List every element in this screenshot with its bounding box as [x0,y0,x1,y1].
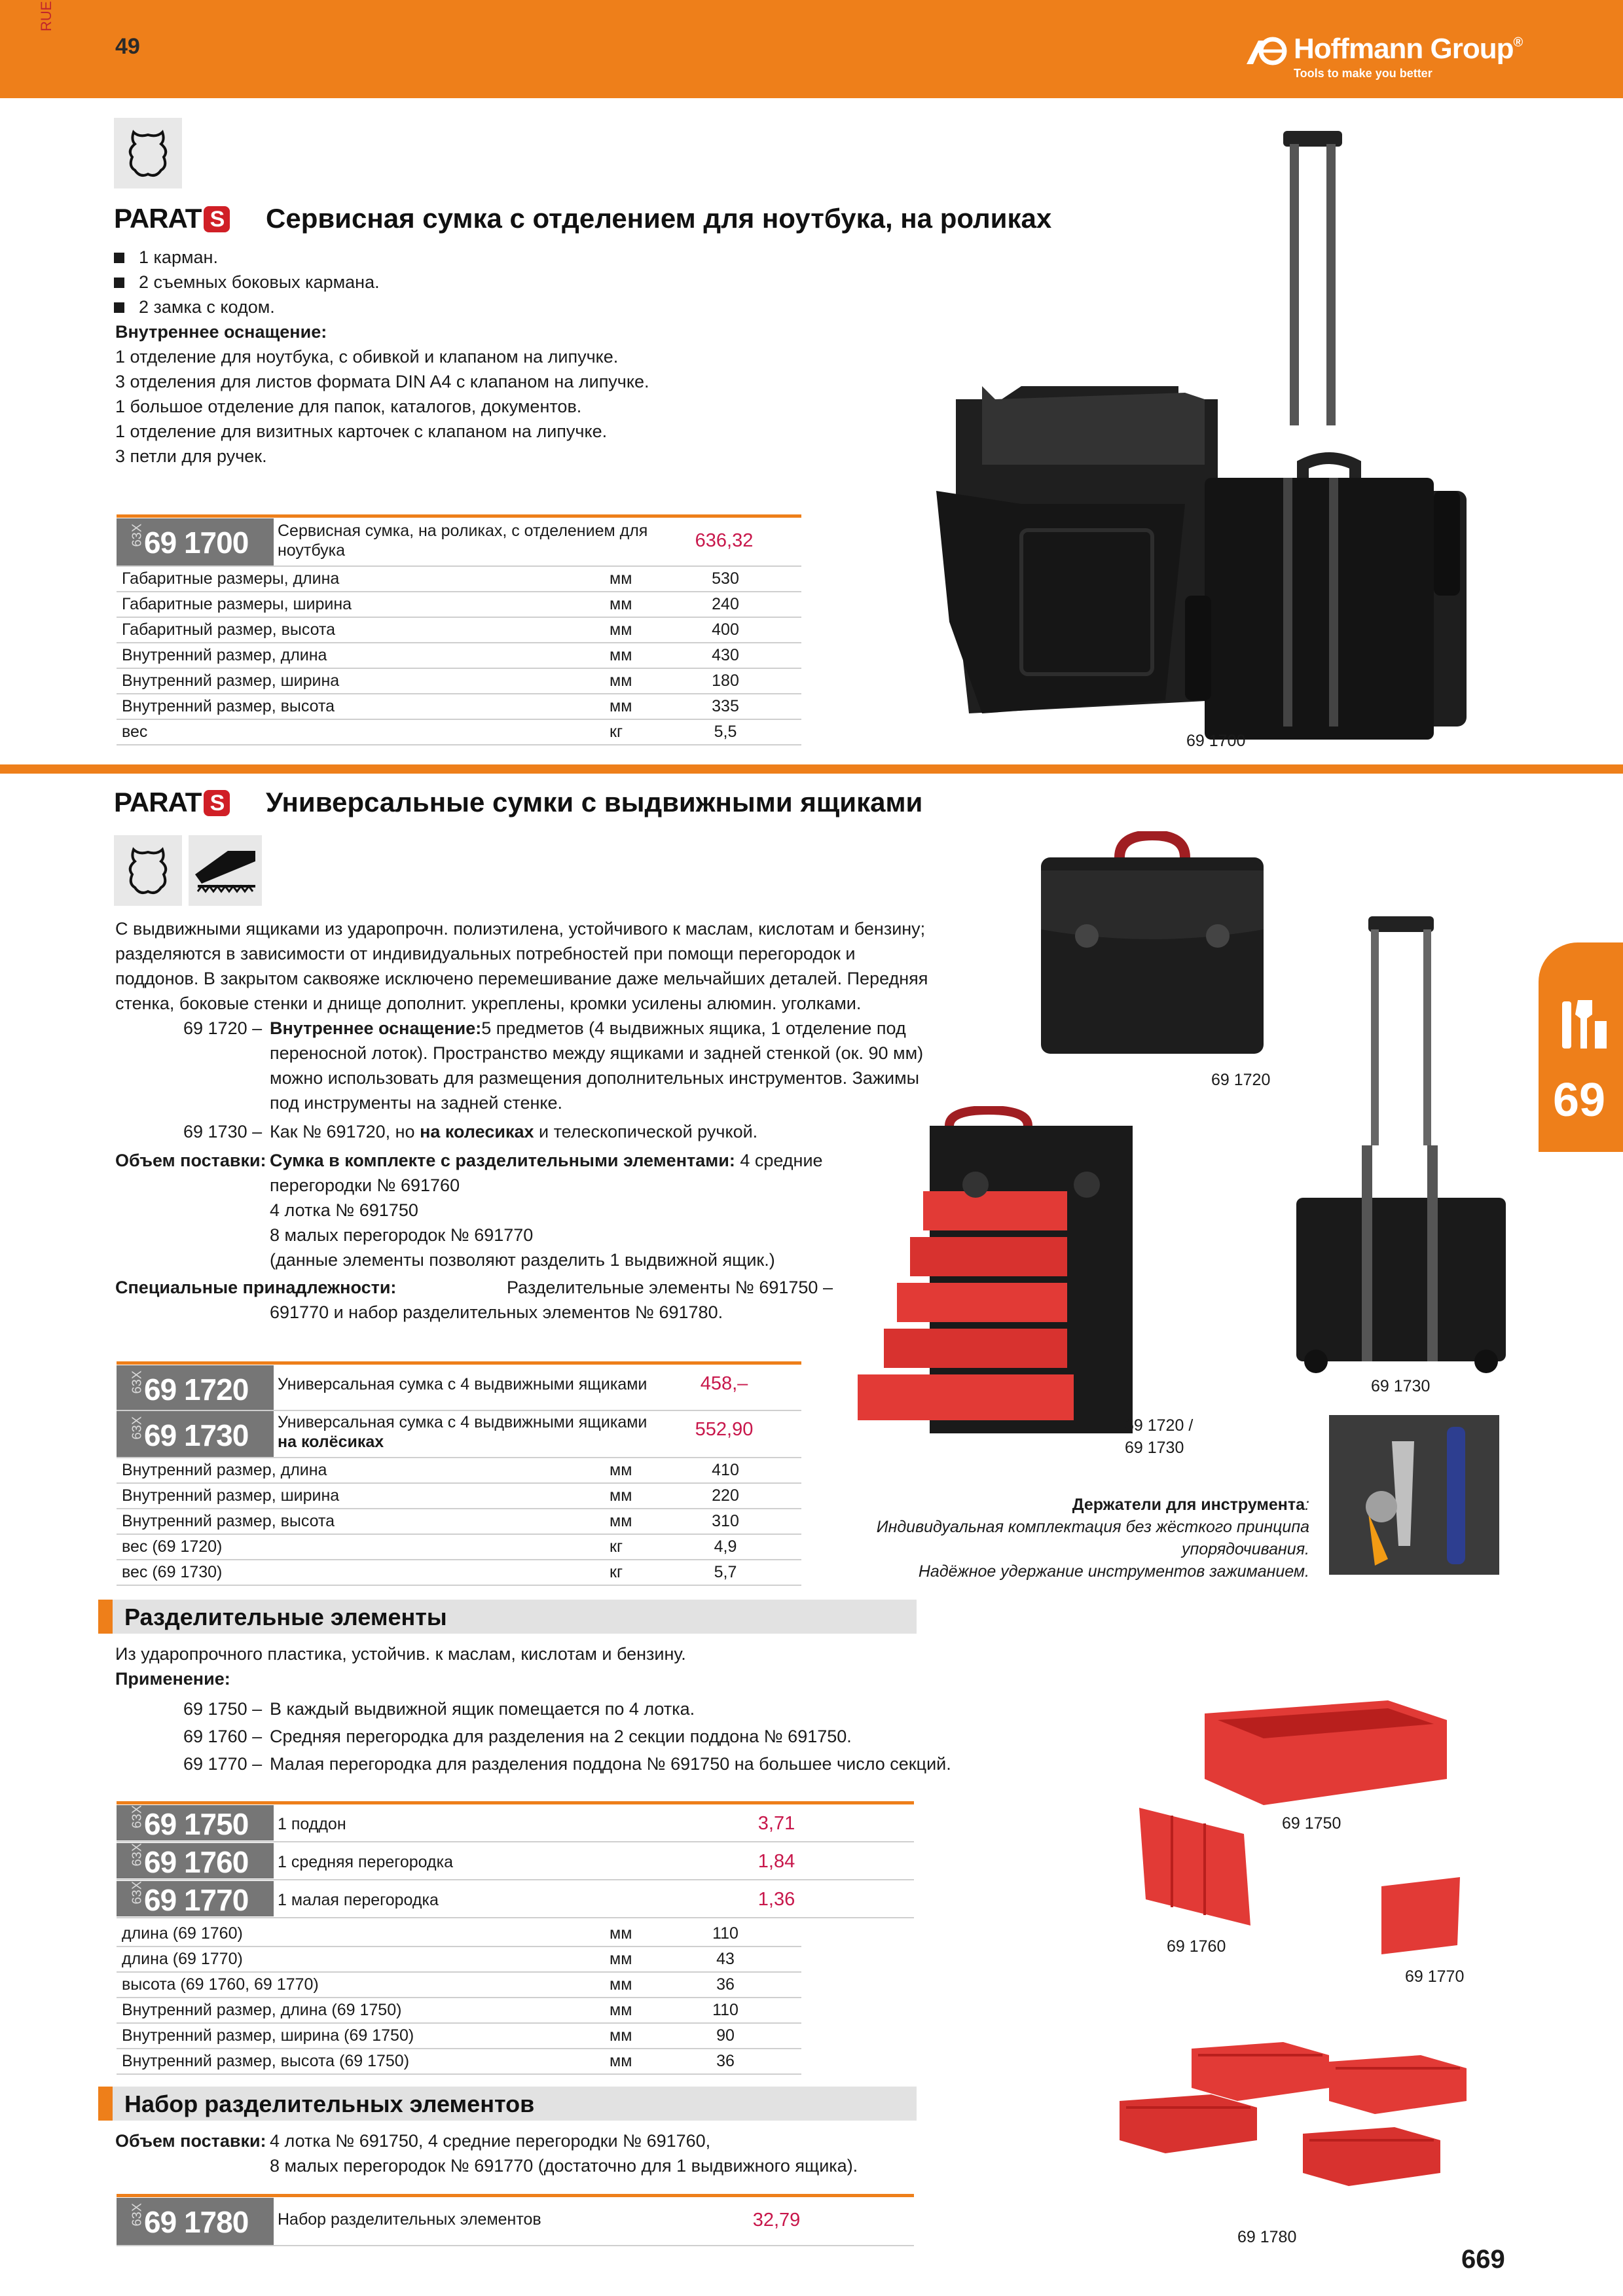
item1-line-1: Внутреннее оснащение:5 предметов (4 выдвижных ящика, 1 отделение под [270,1018,906,1038]
table-row [117,1484,801,1509]
row-unit: мм [610,1486,632,1505]
usage-text-2: Средняя перегородка для разделения на 2 секции поддона № 691750. [270,1727,852,1746]
article-code-cell[interactable]: 63X 69 1760 [117,1843,274,1878]
row-unit: мм [610,1950,632,1968]
leather-icon [114,118,182,188]
article-description: 1 малая перегородка [278,1891,439,1909]
inner-line-1: 1 отделение для ноутбука, с обивкой и клапаном на липучке. [115,347,619,367]
row-label: длина (69 1760) [122,1924,243,1943]
row-value: 310 [712,1512,739,1530]
reinforced-edge-icon [189,835,262,906]
article-description: Набор разделительных элементов [278,2210,541,2229]
row-unit: мм [610,595,632,613]
row-unit: мм [610,1975,632,1994]
section3-intro: Из ударопрочного пластика, устойчив. к маслам, кислотам и бензину. [115,1644,686,1664]
table-row [117,643,801,669]
article-price: 1,84 [757,1851,795,1872]
row-label: Внутренний размер, высота [122,697,335,715]
row-value: 180 [712,672,739,690]
usage-label: Применение: [115,1669,230,1689]
item2-code: 69 1730 – [183,1122,263,1141]
scope-line-3: 4 лотка № 691750 [270,1200,418,1220]
row-unit: мм [610,1461,632,1479]
article-code: 69 1750 [144,1807,249,1841]
table3-top-rule [117,1801,914,1804]
usage-text-1: В каждый выдвижной ящик помещается по 4 лотка. [270,1699,695,1719]
table-row [117,1560,801,1586]
scope-line-1: Сумка в комплекте с разделительными элементами: 4 средние [270,1151,823,1170]
service-bag-image [877,124,1552,740]
article-price: 636,32 [695,530,754,551]
article-price: 32,79 [752,2210,801,2231]
table-row [117,720,801,745]
usage-text-3: Малая перегородка для разделения поддона № 691750 на большее число секций. [270,1754,951,1774]
row-value: 240 [712,595,739,613]
open-bag-drawers-image [845,1106,1159,1466]
inner-line-5: 3 петли для ручек. [115,446,267,466]
table-row [117,1458,801,1484]
divider-set-691780-image [1113,2029,1480,2225]
article-code-cell[interactable]: 63X 69 1770 [117,1881,274,1916]
row-label: Внутренний размер, длина (69 1750) [122,2001,402,2019]
bullet-3: 2 замка с кодом. [139,295,275,319]
row-label: Габаритный размер, высота [122,620,336,639]
scope-line-2: перегородки № 691760 [270,1175,460,1195]
row-label: вес (69 1730) [122,1563,223,1581]
article-code-cell-691730[interactable]: 63X 69 1730 [117,1411,274,1458]
table-row [117,592,801,618]
usage-code-3: 69 1770 – [183,1754,263,1774]
set-scope-line-2: 8 малых перегородок № 691770 (достаточно для 1 выдвижного ящика). [270,2156,858,2176]
caption-691750: 69 1750 [1282,1814,1341,1833]
table-row [117,669,801,694]
article-code: 69 1770 [144,1883,249,1917]
caption-open-2: 69 1730 [1125,1439,1184,1457]
accessories-line-1: Разделительные элементы № 691750 – [507,1278,833,1297]
bullet-2: 2 съемных боковых кармана. [139,270,380,295]
row-unit: кг [610,1537,623,1556]
usage-code-1: 69 1750 – [183,1699,263,1719]
article-description: 1 поддон [278,1815,346,1833]
row-value: 220 [712,1486,739,1505]
row-value: 335 [712,697,739,715]
row-label: длина (69 1770) [122,1950,243,1968]
leather-icon-box [114,118,182,188]
item1-line-4: под инструменты на задней стенке. [270,1093,563,1113]
tools-icon [1558,995,1609,1054]
item1-line-3: можно использовать для размещения дополнительных инструментов. Зажимы [270,1068,920,1088]
leather-icon-box-2 [114,835,182,906]
row-label: высота (69 1760, 69 1770) [122,1975,319,1994]
accessories-label: Специальные принадлежности: [115,1278,397,1297]
table-row [117,1509,801,1535]
row-value: 43 [716,1950,735,1968]
row-value: 430 [712,646,739,664]
article-description: Сервисная сумка, на роликах, с отделением для ноутбука [278,522,648,560]
section2-title: Универсальные сумки с выдвижными ящиками [266,787,923,817]
row-unit: мм [610,697,632,715]
table-row [117,1998,801,2024]
brand-tagline: Tools to make you better [1294,67,1432,80]
set-scope-line-1: 4 лотка № 691750, 4 средние перегородки № 691760, [270,2131,711,2151]
intro-line-3: поддонов. В закрытом саквояже исключено перемешивание даже мельчайших деталей. Передняя [115,969,928,988]
row-value: 90 [716,2026,735,2045]
brand-name: Hoffmann Group® [1294,33,1523,65]
caption-open-1: 69 1720 / [1125,1416,1194,1435]
row-label: Габаритные размеры, длина [122,569,340,588]
row-label: Внутренний размер, ширина [122,1486,340,1505]
row-unit: кг [610,1563,623,1581]
article-code: 69 1720 [144,1372,249,1407]
row-label: Внутренний размер, высота (69 1750) [122,2052,410,2070]
table-row [117,1973,801,1998]
row-value: 110 [712,2001,739,2019]
row-label: Внутренний размер, высота [122,1512,335,1530]
tool-holder-text: Держатели для инструмента: Индивидуальная комплектация без жёсткого принципа упорядочивания. Надёжное удержание инструментов зажиманием. [876,1496,1309,1581]
header-bar [0,0,1623,98]
scope-line-4: 8 малых перегородок № 691770 [270,1225,534,1245]
caption-691760: 69 1760 [1167,1937,1226,1956]
article-description: Универсальная сумка с 4 выдвижными ящиками [278,1375,647,1393]
row-unit: мм [610,1924,632,1943]
trolley-691730-image [1290,910,1512,1381]
row-label: вес [122,723,148,741]
row-unit: мм [610,2052,632,2070]
item2-line: Как № 691720, но на колесиках и телескопической ручкой. [270,1122,758,1141]
row-unit: мм [610,672,632,690]
row-value: 5,5 [714,723,737,741]
table-top-rule [117,514,801,518]
leather-icon-2 [114,835,182,906]
article-price: 1,36 [757,1889,795,1910]
article-code-cell-691720[interactable]: 63X 69 1720 [117,1365,274,1412]
article-code-cell[interactable]: 63X 69 1700 [117,518,274,565]
inner-line-4: 1 отделение для визитных карточек с клапаном на липучке. [115,422,608,441]
row-unit: мм [610,569,632,588]
table-row [117,2024,801,2049]
table-row [117,567,801,592]
row-label: вес (69 1720) [122,1537,223,1556]
parat-logo: PARAT S [114,203,230,234]
scope-label: Объем поставки: [115,1151,266,1170]
accessories-line-2: 691770 и набор разделительных элементов № 691780. [270,1302,723,1322]
table2-top-rule [117,1361,801,1365]
divider-691770-image [1375,1873,1467,1958]
intro-line-1: С выдвижными ящиками из ударопрочн. полиэтилена, устойчивого к маслам, кислотам и бензину; [115,919,926,939]
table-row [117,1535,801,1560]
article-description: 1 средняя перегородка [278,1853,453,1871]
bullet-1: 1 карман. [139,245,218,270]
row-value: 530 [712,569,739,588]
article-price: 552,90 [695,1419,754,1440]
item1-line-2: переносной лоток). Пространство между ящиками и задней стенкой (ок. 90 мм) [270,1043,924,1063]
row-value: 36 [716,1975,735,1994]
chapter-number: 69 [1553,1074,1606,1126]
section3-heading: Разделительные элементы [98,1600,917,1634]
article-code: 69 1780 [144,2205,249,2239]
row-value: 36 [716,2052,735,2070]
row-label: Внутренний размер, длина [122,1461,327,1479]
inner-line-2: 3 отделения для листов формата DIN A4 с клапаном на липучке. [115,372,649,391]
brand-logo[interactable] [1244,26,1584,79]
chapter-page: 49 [115,34,140,59]
article-description: Универсальная сумка с 4 выдвижными ящиками на колёсиках [278,1413,647,1451]
article-code: 69 1700 [144,526,249,560]
row-unit: мм [610,620,632,639]
usage-code-2: 69 1760 – [183,1727,263,1746]
row-unit: кг [610,723,623,741]
row-unit: мм [610,2026,632,2045]
article-code: 69 1730 [144,1418,249,1452]
reinforced-edge-icon-box [189,835,262,906]
language-code: RUE [38,1,54,31]
divider-691760-image [1133,1801,1264,1932]
set-scope-label: Объем поставки: [115,2131,266,2151]
caption-691720: 69 1720 [1211,1071,1271,1089]
table-row [117,2049,801,2075]
table-row [117,1947,801,1973]
row-unit: мм [610,646,632,664]
page-number: 669 [1461,2245,1505,2274]
row-unit: мм [610,1512,632,1530]
intro-line-2: разделяются в зависимости от индивидуальных потребностей при помощи перегородок и [115,944,856,963]
row-value: 5,7 [714,1563,737,1581]
image-caption-691700: 69 1700 [1186,732,1246,750]
article-price: 3,71 [757,1813,795,1834]
parat-logo-2: PARAT S [114,787,230,818]
bag-691720-image [1028,831,1277,1067]
hoffmann-logo-icon [1244,31,1290,68]
article-code: 69 1760 [144,1845,249,1879]
row-label: Внутренний размер, длина [122,646,327,664]
table-row [117,694,801,720]
caption-691730: 69 1730 [1371,1377,1431,1395]
row-value: 4,9 [714,1537,737,1556]
section1-title: Сервисная сумка с отделением для ноутбука, на роликах [266,203,1052,234]
row-value: 110 [712,1924,739,1943]
intro-line-4: стенка, боковые стенки и днище дополнит. укреплены, кромки усилены алюмин. уголками. [115,994,862,1013]
table4-top-rule [117,2194,914,2197]
row-label: Габаритные размеры, ширина [122,595,352,613]
scope-line-5: (данные элементы позволяют разделить 1 выдвижной ящик.) [270,1250,775,1270]
row-unit: мм [610,2001,632,2019]
caption-691780: 69 1780 [1237,2228,1297,2246]
chapter-tab[interactable] [1539,942,1623,1152]
article-code-cell-691780[interactable]: 63X 69 1780 [117,2198,274,2245]
row-value: 400 [712,620,739,639]
item1-code: 69 1720 – [183,1018,263,1038]
caption-691770: 69 1770 [1405,1967,1465,1986]
section4-heading: Набор разделительных элементов [98,2087,917,2121]
row-label: Внутренний размер, ширина (69 1750) [122,2026,414,2045]
row-label: Внутренний размер, ширина [122,672,340,690]
tray-691750-image [1192,1694,1453,1812]
table-row [117,618,801,643]
article-code-cell[interactable]: 63X 69 1750 [117,1805,274,1840]
inner-line-3: 1 большое отделение для папок, каталогов, документов. [115,397,582,416]
row-value: 410 [712,1461,739,1479]
inner-equipment-label: Внутреннее оснащение: [115,322,327,342]
tool-holder-image [1329,1415,1499,1575]
table-row [117,1922,801,1947]
section-separator [0,764,1623,774]
article-price: 458,– [700,1373,748,1394]
